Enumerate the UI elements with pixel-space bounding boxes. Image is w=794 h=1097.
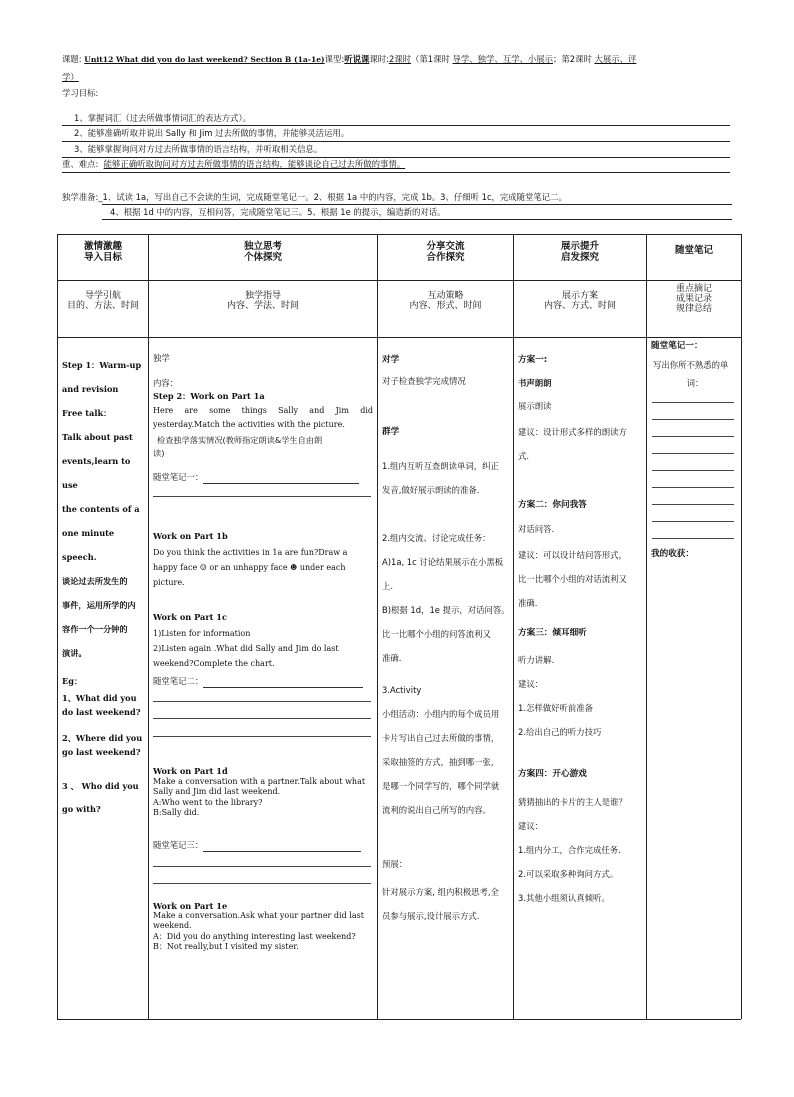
col3-duixue: 对学 (382, 355, 400, 365)
goal-line-2 (62, 141, 730, 142)
col3-q2: 2.组内交流、讨论完成任务： A)1a, 1c 讨论结果展示在小黑板 上. B)根据 1d，1e 提示，对话问答。 比一比哪个小组的问答流利又 准确. (382, 533, 510, 663)
table-row2-bottom (57, 337, 741, 338)
head1-col5: 随堂笔记 (674, 245, 713, 256)
notes-line-9 (652, 538, 734, 539)
topic-value: Unit12 What did you do last weekend? Section B (1a-1e) (84, 55, 325, 64)
head2-col3: 互动策略 内容、形式、时间 (409, 291, 482, 312)
prep-label: 独学准备: (62, 192, 99, 202)
col2-part1a-text: Here are some things Sally and Jim did yesterday.Match the activities with the picture. (153, 406, 373, 430)
head2-col4: 展示方案 内容、方式、时间 (543, 291, 616, 312)
table-row1-bottom (57, 280, 741, 281)
lesson-header (62, 54, 636, 64)
col3-q1: 1.组内互听互查朗读单词，纠正 发音,做好展示朗读的准备. (382, 461, 499, 495)
col5-title: 随堂笔记一： (651, 341, 703, 351)
col3-prep-label: 预展： (382, 859, 408, 869)
col-line-1 (148, 234, 149, 1019)
topic-label: 课题: (62, 54, 82, 64)
prep-underline-2 (102, 219, 732, 220)
type-label: 课型: (324, 54, 345, 64)
col2-part1b-title: Work on Part 1b (153, 531, 228, 541)
goal-line-1 (62, 125, 730, 126)
prep-text-1: _1、试读 1a，写出自己不会读的生词，完成随堂笔记一。2、根据 1a 中的内容，完成 1b。3、仔细听 1c，完成随堂笔记二。 (98, 192, 567, 202)
col2-self-study: 独学 (153, 353, 170, 363)
col2-note1-line (153, 496, 371, 497)
col4-plan1-sub: 书声朗朗 (518, 378, 552, 388)
col2-part1e-title: Work on Part 1e (153, 901, 228, 911)
col2-content-label: 内容： (153, 378, 179, 388)
col4-plan4-body: 猜猜抽出的卡片的主人是谁？ 建议： 1.组内分工，合作完成任务. 2.可以采取多种询问方式。 3.其他小组须认真倾听。 (518, 797, 627, 903)
goal-item-3: 3、能够掌握询问对方过去所做事情的语言结构，并听取相关信息。 (74, 144, 323, 154)
col4-plan2-text: 对话问答. (518, 524, 555, 534)
col-line-2 (377, 234, 378, 1019)
head1-col3: 分享交流 合作探究 (426, 241, 465, 263)
col2-note2-line-a (153, 701, 371, 702)
goal-item-2: 2、能够准确听取并说出 Sally 和 Jim 过去所做的事情，并能够灵活运用。 (74, 128, 350, 138)
goal-item-1: 1、掌握词汇（过去所做事情词汇的表达方式）。 (74, 113, 252, 123)
col2-note3-line-a (153, 866, 371, 867)
col2-part1c-title: Work on Part 1c (153, 612, 227, 622)
table-top (57, 234, 741, 235)
key-label: 重、难点: (62, 159, 99, 169)
period2-prefix: ；第2课时 (553, 54, 592, 64)
head1-col1: 激情激趣 导入目标 (83, 241, 122, 263)
notes-line-5 (652, 470, 734, 471)
hours-value: 2课时 (388, 54, 412, 64)
col2-note2-line-c (153, 736, 371, 737)
goal-line-3 (62, 157, 730, 158)
prep-line-2: 4、根据 1d 中的内容，互相问答，完成随堂笔记三。5、根据 1e 的提示，编造新的对话。 (110, 207, 446, 217)
hours-label: 课时: (369, 54, 389, 64)
col-line-4 (646, 234, 647, 1019)
col4-plan3-body: 听力讲解. 建议： 1.怎样做好听前准备 2.给出自己的听力技巧 (518, 655, 602, 737)
col2-part1b-text: Do you think the activities in 1a are fun?Draw a happy face ☺ or an unhappy face ☻ under each picture. (153, 548, 348, 588)
col4-plan3-title: 方案三：倾耳细听 (518, 628, 587, 638)
col2-part1c-text: 1)Listen for information 2)Listen again .What did Sally and Jim do last weekend?Complete the chart. (153, 629, 339, 669)
head2-col2: 独学指导 内容、学法、时间 (226, 291, 299, 312)
table-bottom (57, 1019, 741, 1020)
key-text: 能够正确听取询问对方过去所做事情的语言结构，能够谈论自己过去所做的事情。 (103, 159, 406, 169)
col4-plan4-title: 方案四：开心游戏 (518, 769, 587, 779)
col2-note3-line-b (153, 883, 371, 884)
head2-col5: 重点摘记 成果记录 规律总结 (675, 284, 712, 314)
col2-note2: 随堂笔记二： (153, 675, 363, 688)
period2-end: 学） (62, 72, 79, 82)
col2-note3: 随堂笔记三： (153, 839, 361, 852)
prep-line-1 (62, 192, 567, 202)
notes-line-4 (652, 453, 734, 454)
goal-line-4 (62, 172, 730, 173)
head2-col1: 导学引航 目的、方法、时间 (66, 291, 139, 312)
col4-plan2-title: 方案二：你问我答 (518, 500, 587, 510)
col4-plan2-sug: 建议：可以设计结问答形式， 比一比哪个小组的对话流利又 准确. (518, 550, 627, 608)
notes-line-2 (652, 419, 734, 420)
col3-qunxue: 群学 (382, 427, 400, 437)
type-value: 听说课 (344, 54, 370, 64)
col2-part1e-text: Make a conversation.Ask what your partner did last weekend. A：Did you do anything interesting last weekend? B：Not really,but I visited my sister. (153, 911, 364, 952)
col-line-5 (741, 234, 742, 1019)
col4-plan1-text: 展示朗读 (518, 401, 552, 411)
period2-value: 大展示、评 (594, 54, 637, 64)
col5-text: 写出你所不熟悉的单 词： (653, 360, 729, 388)
col4-plan1-sug: 建议：设计形式多样的朗读方 式. (518, 427, 627, 461)
col2-note2-line-b (153, 718, 371, 719)
col2-step2-title: Step 2：Work on Part 1a (153, 391, 265, 401)
notes-line-8 (652, 521, 734, 522)
col5-harvest: 我的收获： (651, 549, 694, 559)
col1-content: Step 1：Warm-up and revision Free talk： Talk about past events,learn to use the contents of a one minute speech. 谈论过去所发生的 事件，运用所学的内 容作一个一分钟的 演讲。 Eg： 1、What did you do last weekend? 2、Where did you go last weekend? 3 、 Who did you go with? (62, 360, 143, 814)
notes-line-7 (652, 504, 734, 505)
col2-part1d-title: Work on Part 1d (153, 766, 228, 776)
head1-col4: 展示提升 启发探究 (560, 241, 599, 263)
col-line-3 (513, 234, 514, 1019)
notes-line-1 (652, 402, 734, 403)
col2-part1d-text: Make a conversation with a partner.Talk about what Sally and Jim did last weekend. A:Who went to the library? B:Sally did. (153, 777, 366, 818)
goals-title: 学习目标: (62, 88, 99, 98)
col3-q3: 3.Activity 小组活动：小组内的每个成员用 卡片写出自己过去所做的事情， 采取抽签的方式，抽到哪一张， 是哪一个同学写的，哪个同学就 流利的说出自己所写的内容。 (382, 685, 500, 815)
notes-line-3 (652, 436, 734, 437)
col3-duixue-text: 对子检查独学完成情况 (382, 376, 466, 386)
period1-value: 导学、独学、互学、小展示 (452, 54, 554, 64)
col4-plan1-title: 方案一: (518, 355, 548, 365)
col3-prep: 针对展示方案, 组内积极思考,全 员参与展示,设计展示方式. (382, 887, 499, 921)
col2-part1a-check: 检查独学落实情况(教师指定朗读&学生自由朗 读) (153, 435, 323, 459)
col-line-0 (57, 234, 58, 1019)
col2-note1: 随堂笔记一： (153, 471, 359, 484)
prep-underline-1 (102, 204, 732, 205)
period1-prefix: （第1课时 (411, 54, 450, 64)
head1-col2: 独立思考 个体探究 (243, 241, 282, 263)
notes-line-6 (652, 487, 734, 488)
key-points (62, 159, 405, 169)
